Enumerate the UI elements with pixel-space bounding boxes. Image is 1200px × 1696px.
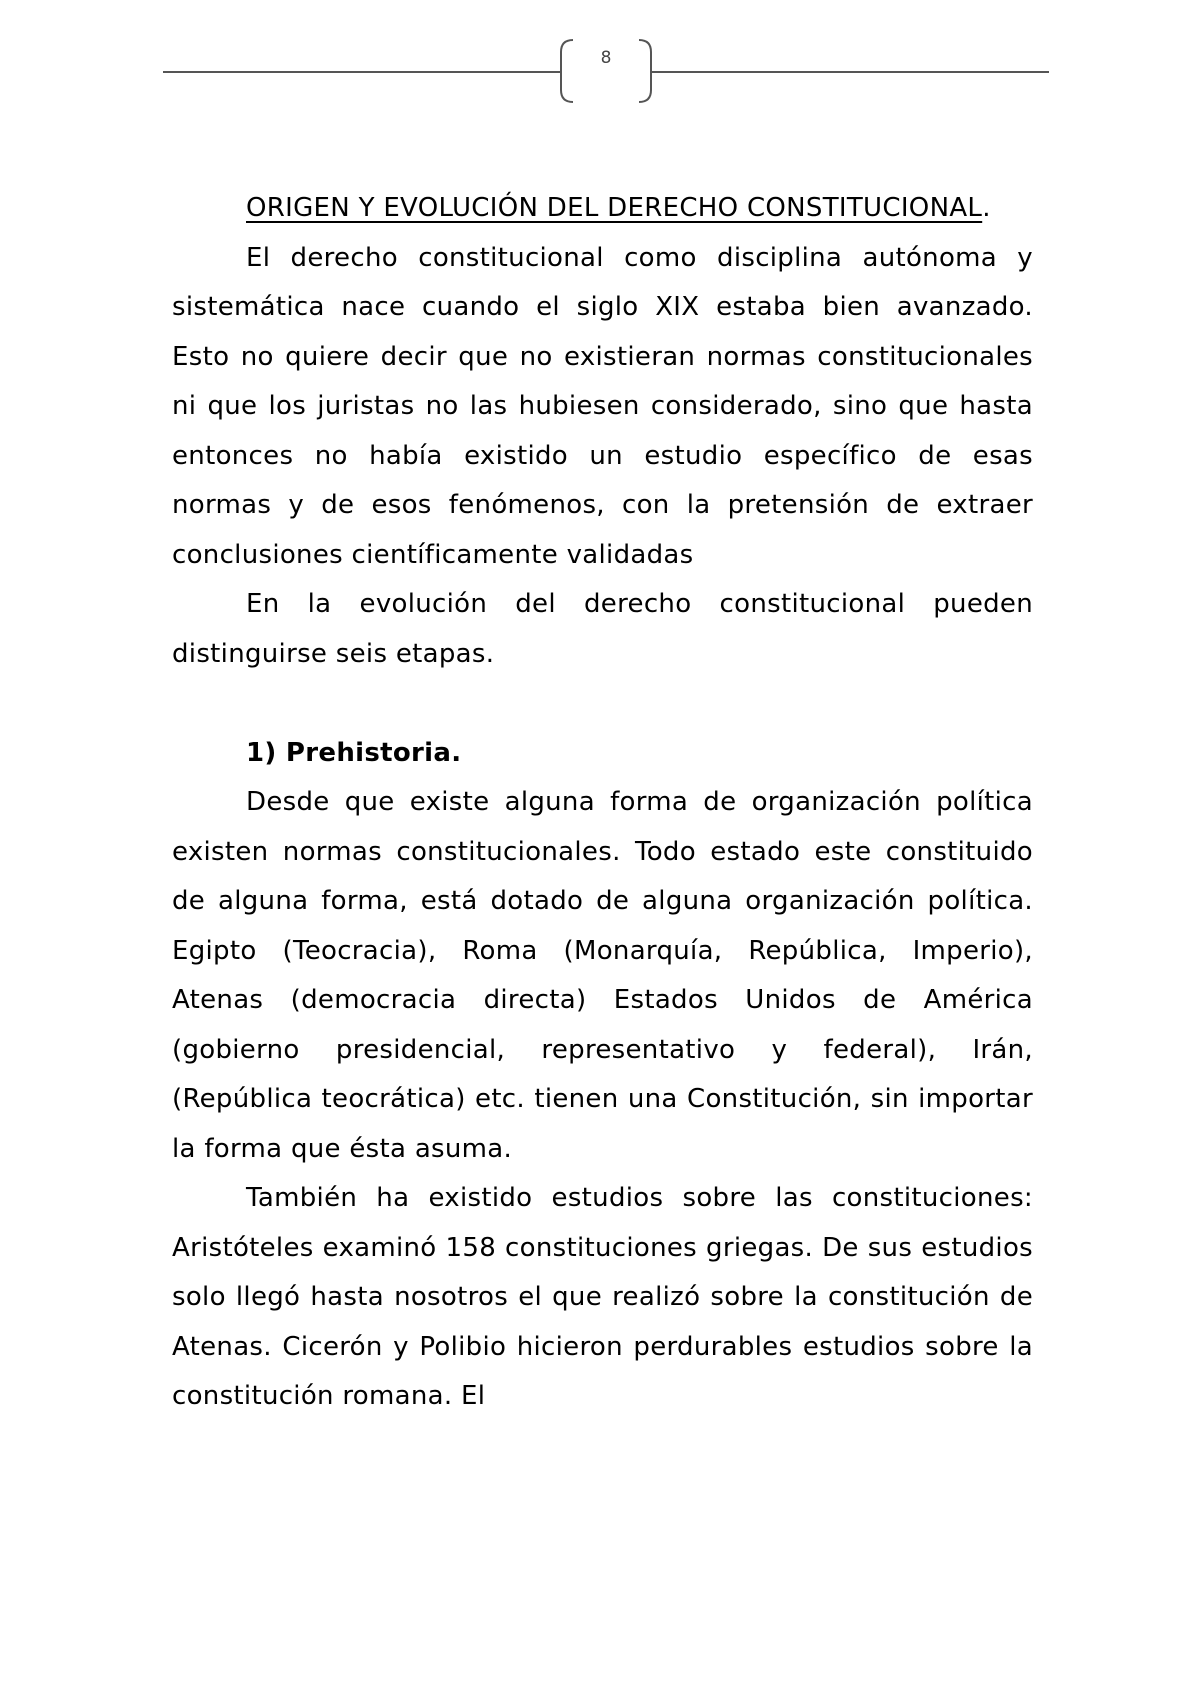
document-title <box>172 184 1033 234</box>
document-title-text: ORIGEN Y EVOLUCIÓN DEL DERECHO CONSTITUCIONAL <box>246 193 983 223</box>
paragraph: El derecho constitucional como disciplina autónoma y sistemática nace cuando el siglo XIX estaba bien avanzado. Esto no quiere decir que no existieran normas constitucionales ni que los juristas no las hubiesen considerado, sino que hasta entonces no había existido un estudio específico de esas normas y de esos fenómenos, con la pretensión de extraer conclusiones científicamente validadas <box>172 242 1033 570</box>
document-title-suffix: . <box>982 193 991 223</box>
document-body <box>172 184 1033 1422</box>
page-number: 8 <box>600 48 612 68</box>
page-header <box>163 38 1049 108</box>
paragraph: También ha existido estudios sobre las constituciones: Aristóteles examinó 158 constituciones griegas. De sus estudios solo llegó hasta nosotros el que realizó sobre la constitución de Atenas. Cicerón y Polibio hicieron perdurables estudios sobre la constitución romana. El <box>172 1183 1033 1411</box>
paragraph: Desde que existe alguna forma de organización política existen normas constitucionales. Todo estado este constituido de alguna forma, está dotado de alguna organización política. Egipto (Teocracia), Roma (Monarquía, República, Imperio), Atenas (democracia directa) Estados Unidos de América (gobierno presidencial, representativo y federal), Irán, (República teocrática) etc. tienen una Constitución, sin importar la forma que ésta asuma. <box>172 787 1033 1164</box>
section-heading: 1) Prehistoria. <box>246 737 462 768</box>
spacer <box>172 679 1033 729</box>
paragraph: En la evolución del derecho constitucional pueden distinguirse seis etapas. <box>172 589 1033 669</box>
